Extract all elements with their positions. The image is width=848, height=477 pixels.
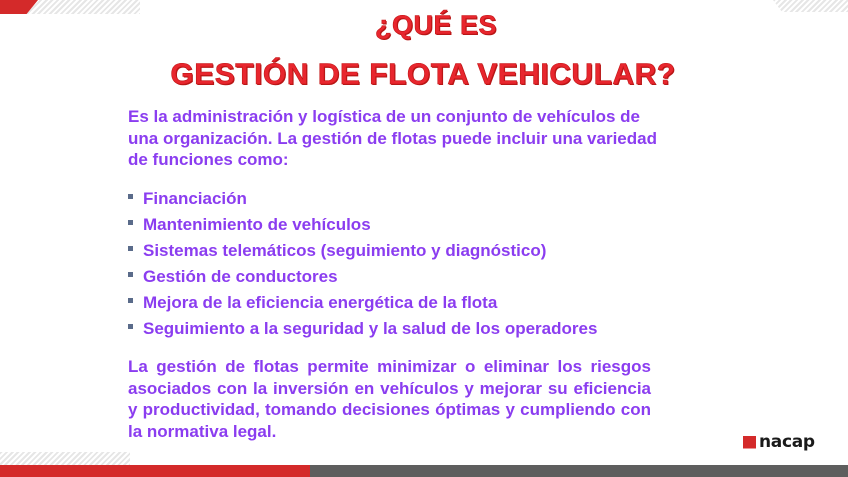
slide-title-line-1: ¿QUÉ ES	[374, 10, 498, 40]
list-item-label: Gestión de conductores	[143, 267, 338, 286]
square-bullet-icon	[128, 194, 133, 199]
square-bullet-icon	[128, 246, 133, 251]
list-item-label: Mantenimiento de vehículos	[143, 215, 371, 234]
list-item	[128, 290, 597, 316]
logo-mark-icon	[743, 436, 756, 449]
list-item	[128, 264, 597, 290]
list-item-label: Financiación	[143, 189, 247, 208]
functions-list	[128, 186, 597, 342]
bottom-band-red	[0, 465, 320, 477]
square-bullet-icon	[128, 298, 133, 303]
inacap-logo	[743, 432, 815, 452]
list-item-label: Seguimiento a la seguridad y la salud de los operadores	[143, 319, 598, 338]
logo-text: nacap	[759, 432, 815, 452]
closing-paragraph: La gestión de flotas permite minimizar o eliminar los riesgos asociados con la inversión en vehículos y mejorar su eficiencia y productividad, tomando decisiones óptimas y cumpliendo con la normativa legal.	[128, 357, 651, 441]
square-bullet-icon	[128, 272, 133, 277]
square-bullet-icon	[128, 220, 133, 225]
slide-title-line-2: GESTIÓN DE FLOTA VEHICULAR?	[170, 58, 676, 91]
list-item-label: Mejora de la eficiencia energética de la flota	[143, 293, 498, 312]
bottom-left-decoration	[0, 452, 130, 465]
list-item	[128, 238, 597, 264]
list-item	[128, 316, 597, 342]
list-item	[128, 186, 597, 212]
intro-paragraph: Es la administración y logística de un conjunto de vehículos de una organización. La gestión de flotas puede incluir una variedad de funciones como:	[128, 107, 657, 169]
bottom-band-gray	[310, 465, 848, 477]
list-item-label: Sistemas telemáticos (seguimiento y diagnóstico)	[143, 241, 547, 260]
square-bullet-icon	[128, 324, 133, 329]
list-item	[128, 212, 597, 238]
